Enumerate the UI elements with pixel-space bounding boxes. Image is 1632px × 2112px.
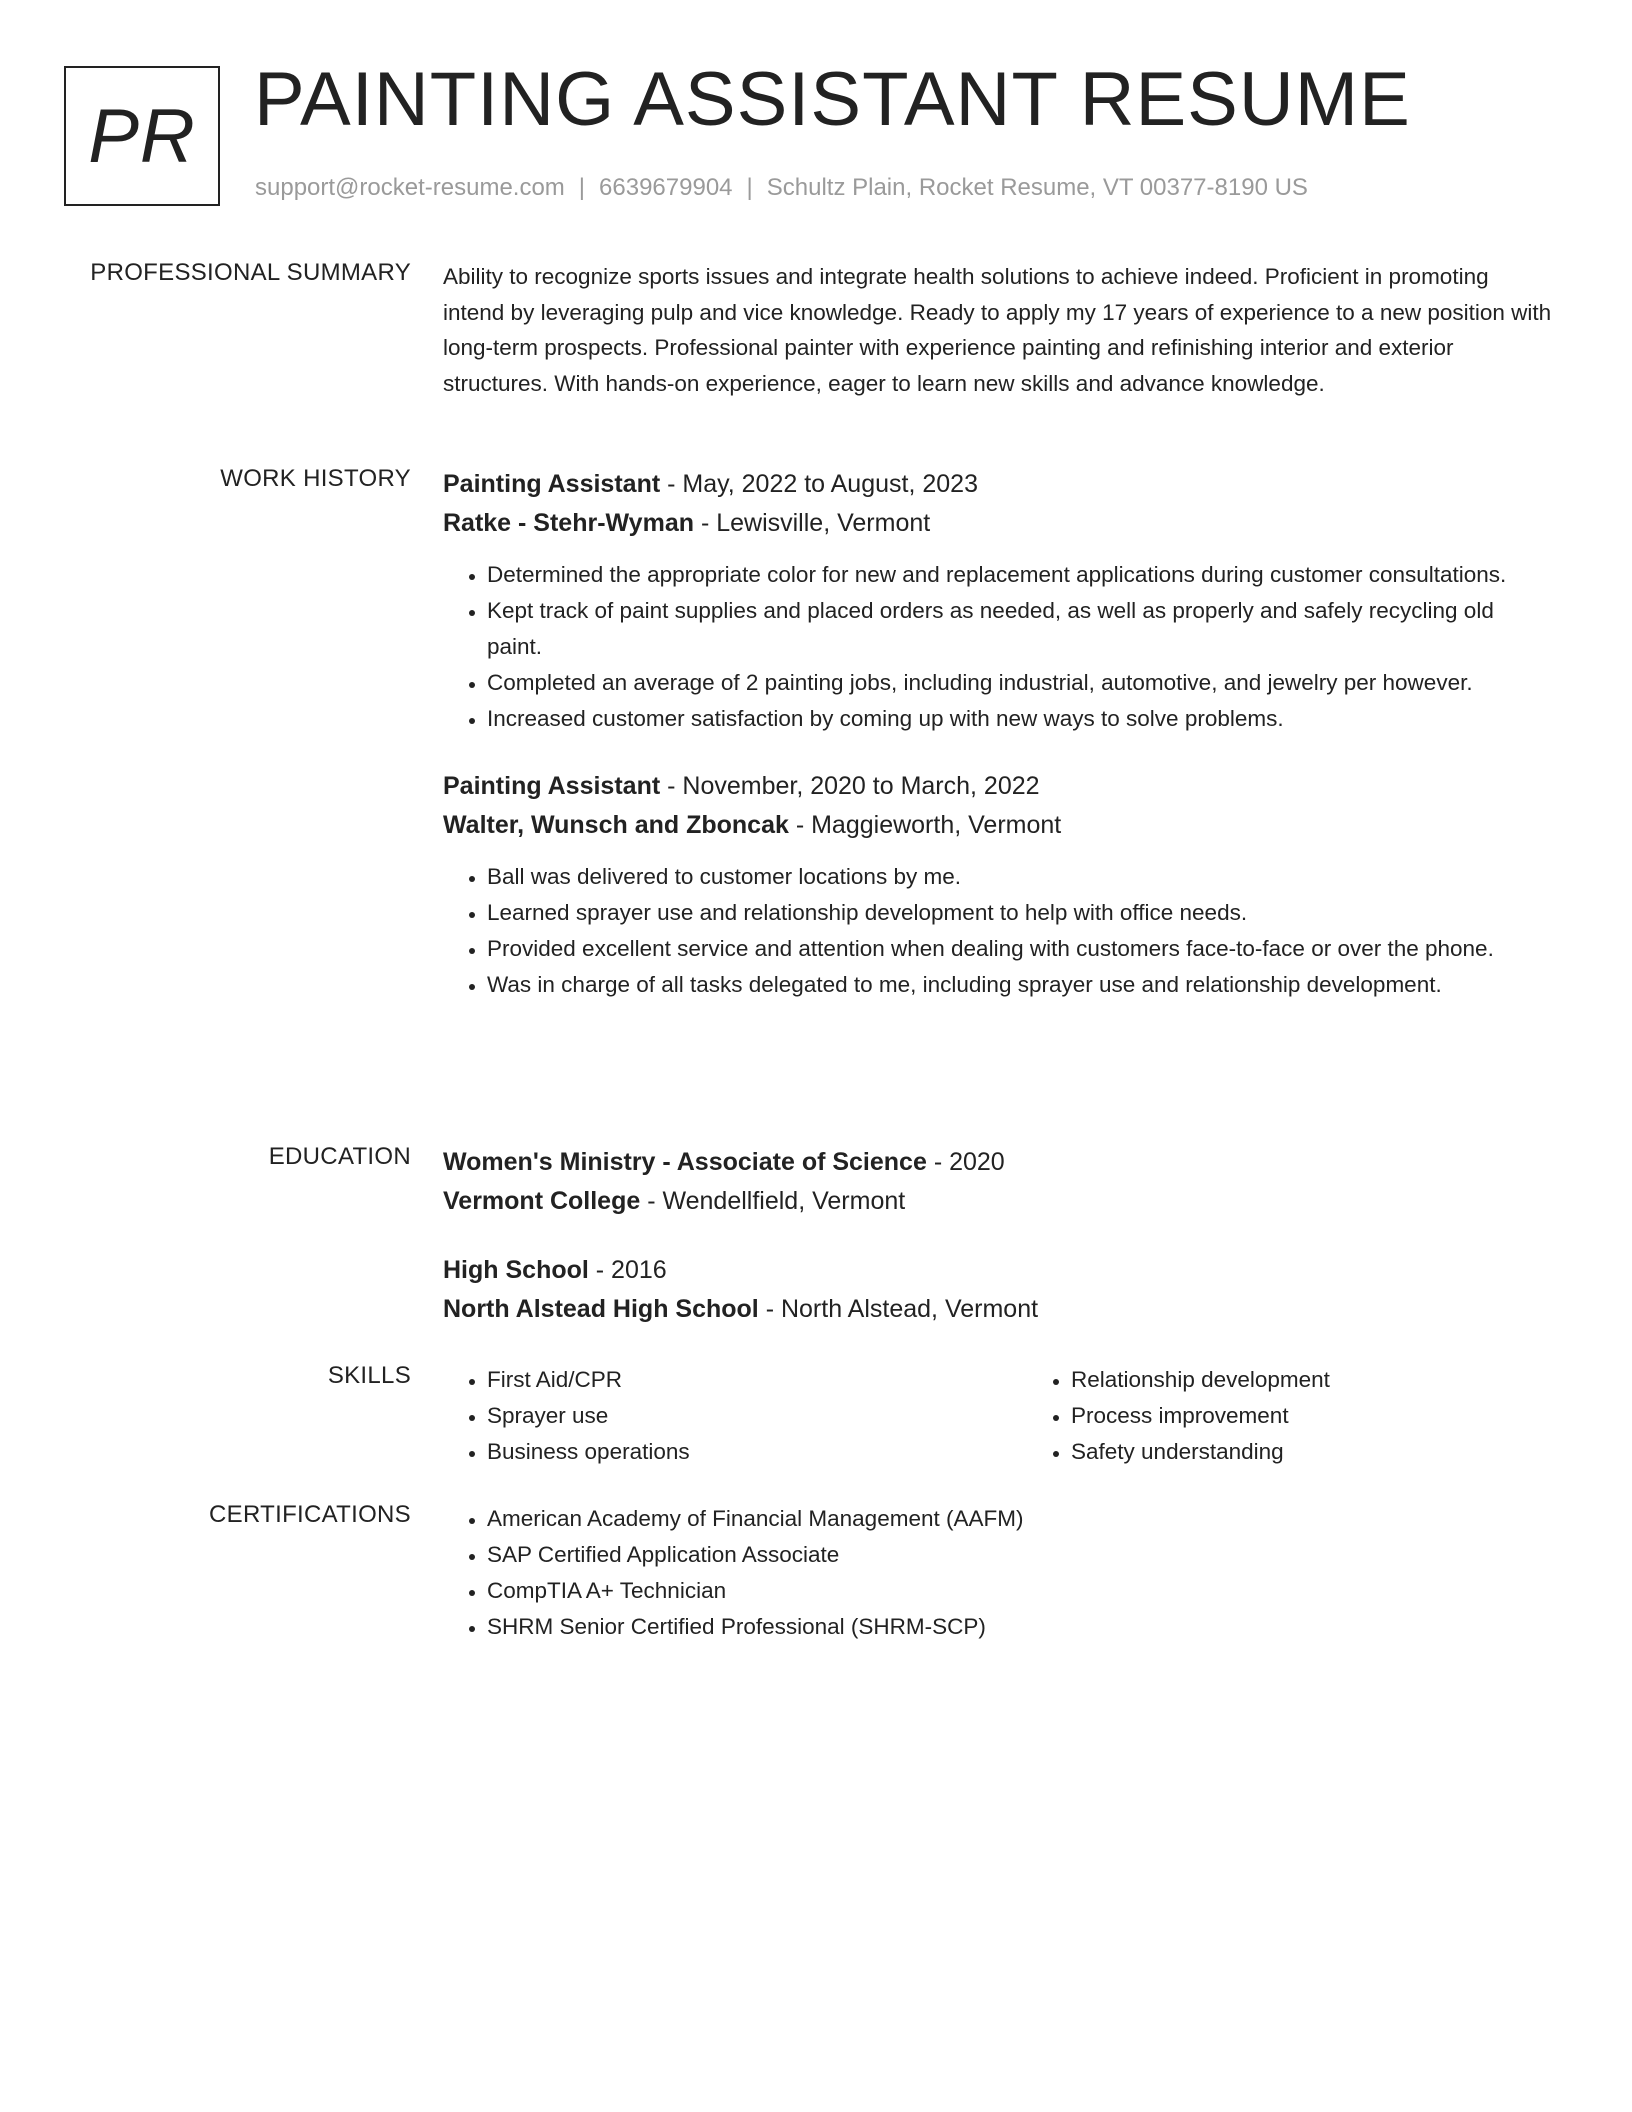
job-bullets <box>443 557 1553 737</box>
education-location: - North Alstead, Vermont <box>758 1295 1039 1323</box>
work-history-heading: WORK HISTORY <box>220 465 411 492</box>
list-item: • SHRM Senior Certified Professional (SHRM-SCP) <box>487 1609 1553 1645</box>
job-dates: - May, 2022 to August, 2023 <box>660 470 978 498</box>
job-bullets <box>443 859 1553 1003</box>
list-item: • Determined the appropriate color for new and replacement applications during customer consultations. <box>487 557 1553 593</box>
education-school: North Alstead High School <box>443 1295 759 1323</box>
skills-heading: SKILLS <box>327 1362 411 1389</box>
job-entry <box>443 465 1553 737</box>
education-year: - 2020 <box>926 1148 1005 1176</box>
list-item: • Safety understanding <box>1071 1434 1571 1470</box>
list-item: • Completed an average of 2 painting jobs, including industrial, automotive, and jewelry per however. <box>487 665 1553 701</box>
education-degree: High School <box>443 1256 589 1284</box>
job-company-line <box>443 806 1553 845</box>
contact-separator: | <box>746 174 753 201</box>
list-item: • CompTIA A+ Technician <box>487 1573 1553 1609</box>
education-entry <box>443 1143 1553 1221</box>
contact-separator: | <box>578 174 586 201</box>
certifications-heading: CERTIFICATIONS <box>209 1501 411 1528</box>
contact-line <box>255 174 1308 202</box>
list-item: • Relationship development <box>1071 1362 1571 1398</box>
education-degree-line <box>443 1251 1553 1290</box>
list-item: • First Aid/CPR <box>487 1362 987 1398</box>
contact-address: Schultz Plain, Rocket Resume, VT 00377-8190 US <box>766 174 1308 201</box>
education-location: - Wendellfield, Vermont <box>640 1187 906 1215</box>
contact-email[interactable]: support@rocket-resume.com <box>255 174 565 201</box>
job-title: Painting Assistant <box>443 772 661 800</box>
contact-phone[interactable]: 6639679904 <box>599 174 733 201</box>
list-item: • Business operations <box>487 1434 987 1470</box>
list-item: • Increased customer satisfaction by coming up with new ways to solve problems. <box>487 701 1553 737</box>
skills-grid <box>443 1362 1553 1470</box>
list-item: • Sprayer use <box>487 1398 987 1434</box>
summary-text: Ability to recognize sports issues and integrate health solutions to achieve indeed. Proficient in promoting intend by leveraging pulp and vice knowledge. Ready to apply my 17 years of experience to a new position with long-term prospects. Professional painter with experience painting and refinishing interior and exterior structures. With hands-on experience, eager to learn new skills and advance knowledge. <box>443 264 1552 396</box>
job-company-line <box>443 504 1553 543</box>
summary-heading: PROFESSIONAL SUMMARY <box>90 259 411 286</box>
job-title: Painting Assistant <box>443 470 661 498</box>
job-title-line <box>443 465 1553 504</box>
job-location: - Maggieworth, Vermont <box>788 811 1062 839</box>
skills-list-left <box>443 1362 987 1470</box>
job-title-line <box>443 767 1553 806</box>
list-item: • Ball was delivered to customer locations by me. <box>487 859 1553 895</box>
list-item: • Kept track of paint supplies and placed orders as needed, as well as properly and safely recycling old paint. <box>487 593 1553 665</box>
list-item: • Learned sprayer use and relationship development to help with office needs. <box>487 895 1553 931</box>
job-entry <box>443 767 1553 1003</box>
education-school-line <box>443 1182 1553 1221</box>
education-degree-line <box>443 1143 1553 1182</box>
monogram-initials: PR <box>88 93 196 179</box>
list-item: • American Academy of Financial Management (AAFM) <box>487 1501 1553 1537</box>
job-company: Ratke - Stehr-Wyman <box>443 509 694 537</box>
list-item: • Process improvement <box>1071 1398 1571 1434</box>
education-year: - 2016 <box>588 1256 667 1284</box>
job-location: - Lewisville, Vermont <box>694 509 931 537</box>
job-company: Walter, Wunsch and Zboncak <box>443 811 789 839</box>
monogram-box <box>64 66 220 206</box>
list-item: • SAP Certified Application Associate <box>487 1537 1553 1573</box>
education-heading: EDUCATION <box>268 1143 411 1170</box>
education-entry <box>443 1251 1553 1329</box>
education-school: Vermont College <box>443 1187 641 1215</box>
skills-list-right <box>1027 1362 1571 1470</box>
education-school-line <box>443 1290 1553 1329</box>
certifications-list <box>443 1501 1553 1645</box>
resume-title: PAINTING ASSISTANT RESUME <box>254 57 1411 142</box>
list-item: • Provided excellent service and attention when dealing with customers face-to-face or over the phone. <box>487 931 1553 967</box>
job-dates: - November, 2020 to March, 2022 <box>660 772 1040 800</box>
list-item: • Was in charge of all tasks delegated to me, including sprayer use and relationship development. <box>487 967 1553 1003</box>
education-degree: Women's Ministry - Associate of Science <box>443 1148 927 1176</box>
